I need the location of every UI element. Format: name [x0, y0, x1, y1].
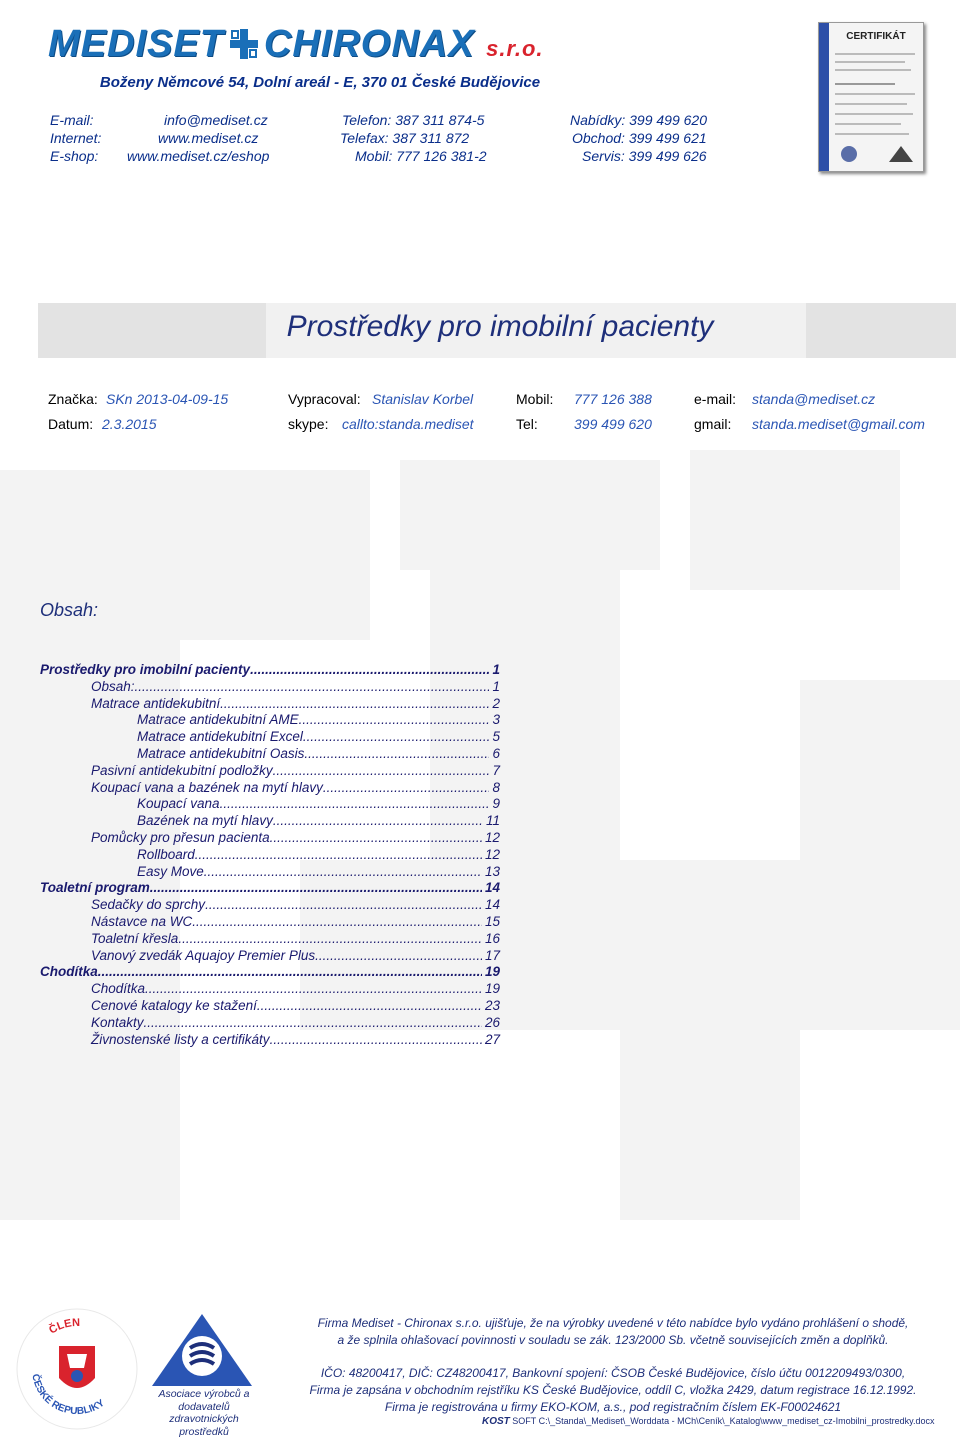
toc-leader-dots: [273, 763, 490, 780]
toc-entry-title: Bazének na mytí hlavy: [137, 813, 273, 829]
toc-entry-page: 14: [484, 897, 500, 913]
toc-entry[interactable]: [40, 729, 500, 746]
vypracoval-value: Stanislav Korbel: [372, 391, 474, 407]
toc-entry-page: 27: [484, 1031, 500, 1047]
eshop-label: E-shop:: [50, 148, 99, 164]
mobile-text: Mobil: 777 126 381-2: [355, 148, 487, 164]
toc-entry-page: 14: [484, 880, 500, 896]
toc-leader-dots: [150, 880, 482, 897]
toc-entry-page: 6: [492, 745, 500, 761]
toc-entry[interactable]: [40, 847, 500, 864]
email-link[interactable]: info@mediset.cz: [164, 112, 268, 128]
toc-entry-page: 8: [492, 779, 500, 795]
footer-eko-kom: Firma je registrována u firmy EKO-KOM, a.s., pod registračním číslem EK-F00024621: [384, 1400, 842, 1414]
toc-leader-dots: [303, 729, 490, 746]
toc-heading: Obsah:: [40, 600, 99, 620]
internet-label: Internet:: [50, 130, 102, 146]
znacka-value: SKn 2013-04-09-15: [106, 391, 229, 407]
toc-entry[interactable]: [40, 914, 500, 931]
gmail-label: gmail:: [694, 416, 732, 432]
toc-leader-dots: [192, 914, 482, 931]
toc-entry[interactable]: [40, 880, 500, 897]
association-logo-icon: [150, 1312, 254, 1388]
toc-leader-dots: [270, 1032, 482, 1049]
toc-entry-title: Sedačky do sprchy: [91, 897, 206, 913]
email-label: E-mail:: [50, 112, 94, 128]
toc-entry[interactable]: [40, 780, 500, 797]
datum-value: 2.3.2015: [102, 416, 157, 432]
datum-label: Datum:: [48, 416, 94, 432]
toc-leader-dots: [273, 813, 483, 830]
toc-leader-dots: [204, 864, 482, 881]
footer-company-ids: IČO: 48200417, DIČ: CZ48200417, Bankovní spojení: ČSOB České Budějovice, číslo účtu 0012209493/0300,: [320, 1366, 906, 1380]
toc-entry[interactable]: [40, 981, 500, 998]
table-of-contents: [40, 662, 500, 1048]
toc-entry-title: Pomůcky pro přesun pacienta: [91, 829, 270, 845]
toc-entry-page: 5: [492, 729, 500, 745]
toc-leader-dots: [220, 796, 490, 813]
toc-entry-title: Matrace antidekubitní AME: [137, 712, 299, 728]
logo-text-mediset: MEDISET: [48, 23, 224, 65]
toc-leader-dots: [323, 780, 490, 797]
logo-text-chironax: CHIRONAX: [263, 23, 475, 65]
toc-entry-page: 23: [484, 997, 500, 1013]
toc-entry[interactable]: [40, 679, 500, 696]
footer-declaration-2: a že splnila ohlašovací povinnosti v souladu se zák. 123/2000 Sb. včetně souvisejících změn a doplňků.: [337, 1333, 889, 1347]
toc-entry[interactable]: [40, 931, 500, 948]
footer-declaration-1: Firma Mediset - Chironax s.r.o. ujišťuje, že na výrobky uvedené v této nabídce bylo vydáno prohlášení o shodě,: [317, 1316, 909, 1330]
toc-entry-title: Nástavce na WC: [91, 913, 193, 929]
toc-entry-page: 19: [484, 981, 500, 997]
toc-entry[interactable]: [40, 796, 500, 813]
toc-entry-page: 1: [492, 678, 500, 694]
mobil-label: Mobil:: [516, 391, 554, 407]
phone-text: Telefon: 387 311 874-5: [342, 112, 485, 128]
toc-leader-dots: [195, 847, 482, 864]
fax-text: Telefax: 387 311 872: [340, 130, 470, 146]
toc-leader-dots: [178, 931, 482, 948]
toc-entry-title: Rollboard: [137, 846, 195, 862]
toc-leader-dots: [270, 830, 482, 847]
toc-entry-title: Chodítka: [91, 981, 146, 997]
toc-entry-title: Toaletní program: [40, 880, 150, 896]
footer-registry: Firma je zapsána v obchodním rejstříku KS České Budějovice, oddíl C, vložka 2429, datum registrace 16.12.1992.: [309, 1383, 917, 1397]
toc-entry[interactable]: [40, 746, 500, 763]
toc-entry-page: 12: [484, 846, 500, 862]
toc-entry-page: 16: [484, 930, 500, 946]
toc-entry[interactable]: [40, 662, 500, 679]
toc-entry-page: 9: [492, 796, 500, 812]
toc-entry-title: Pasivní antidekubitní podložky: [91, 762, 273, 778]
company-logo: [48, 22, 544, 71]
toc-entry[interactable]: [40, 763, 500, 780]
toc-entry[interactable]: [40, 712, 500, 729]
toc-entry-page: 12: [484, 829, 500, 845]
toc-entry[interactable]: [40, 1015, 500, 1032]
toc-entry-title: Toaletní křesla: [91, 930, 179, 946]
file-path: C:\_Standa\_Mediset\_Worddata - MCh\Ceník\_Katalog\www_mediset_cz-Imobilni_prostredky.docx: [538, 1416, 935, 1426]
page-title: Prostředky pro imobilní pacienty: [286, 310, 714, 343]
certificate-image: [818, 22, 924, 172]
toc-entry-title: Matrace antidekubitní: [91, 695, 221, 711]
service-phone: Servis: 399 499 626: [582, 148, 707, 164]
certificate-title: CERTIFIKÁT: [846, 31, 906, 42]
toc-entry-page: 13: [484, 863, 500, 879]
toc-entry-page: 26: [484, 1014, 500, 1030]
email-info-label: e-mail:: [694, 391, 737, 407]
svg-text:ČESKÉ REPUBLIKY: ČESKÉ REPUBLIKY: [29, 1373, 107, 1418]
toc-entry[interactable]: [40, 1032, 500, 1049]
toc-leader-dots: [299, 712, 490, 729]
logo-suffix: s.r.o.: [486, 36, 544, 61]
toc-entry-title: Prostředky pro imobilní pacienty: [40, 662, 251, 677]
toc-entry[interactable]: [40, 864, 500, 881]
mobil-value: 777 126 388: [574, 391, 652, 407]
toc-leader-dots: [205, 897, 482, 914]
tel-label: Tel:: [516, 416, 538, 432]
kost-soft: SOFT: [512, 1416, 537, 1426]
znacka-label: Značka:: [48, 391, 98, 407]
toc-entry[interactable]: [40, 948, 500, 965]
association-text: Asociace výrobců a dodavatelů zdravotnických prostředků: [158, 1388, 250, 1438]
svg-text:ČLEN: ČLEN: [47, 1316, 81, 1337]
sales-phone: Obchod: 399 499 621: [572, 130, 707, 146]
cross-icon: [230, 29, 258, 59]
website-link[interactable]: www.mediset.cz: [158, 130, 259, 146]
toc-entry-page: 2: [492, 695, 500, 711]
toc-leader-dots: [144, 1015, 482, 1032]
toc-leader-dots: [220, 696, 489, 713]
toc-entry[interactable]: [40, 964, 500, 981]
toc-entry[interactable]: [40, 897, 500, 914]
toc-entry-title: Obsah:: [91, 678, 135, 694]
chamber-emblem-icon: [14, 1306, 140, 1432]
toc-entry-title: Kontakty: [91, 1014, 144, 1030]
gmail-link[interactable]: standa.mediset@gmail.com: [752, 416, 925, 432]
certificate-seal-icons: [839, 143, 919, 165]
document-path: [482, 1416, 935, 1427]
toc-entry-title: Chodítka: [40, 964, 98, 980]
eshop-link[interactable]: www.mediset.cz/eshop: [127, 148, 270, 164]
toc-entry-title: Živnostenské listy a certifikáty: [91, 1031, 270, 1047]
toc-entry-title: Koupací vana a bazének na mytí hlavy: [91, 779, 323, 795]
email-info-link[interactable]: standa@mediset.cz: [752, 391, 876, 407]
skype-link[interactable]: callto:standa.mediset: [342, 416, 474, 432]
toc-entry-title: Matrace antidekubitní Excel: [137, 729, 303, 745]
toc-leader-dots: [304, 746, 489, 763]
toc-entry-page: 11: [485, 813, 500, 829]
toc-leader-dots: [98, 964, 482, 981]
toc-entry-page: 19: [484, 964, 500, 980]
toc-entry-title: Koupací vana: [137, 796, 220, 812]
toc-leader-dots: [135, 679, 490, 696]
toc-entry-page: 17: [484, 947, 500, 963]
toc-entry[interactable]: [40, 830, 500, 847]
toc-entry-title: Matrace antidekubitní Oasis: [137, 745, 305, 761]
toc-entry-title: Cenové katalogy ke stažení: [91, 997, 257, 1013]
toc-entry-title: Vanový zvedák Aquajoy Premier Plus: [91, 947, 316, 963]
toc-entry[interactable]: [40, 813, 500, 830]
tel-value: 399 499 620: [574, 416, 652, 432]
toc-entry-page: 3: [492, 712, 500, 728]
toc-leader-dots: [250, 662, 489, 679]
toc-entry-page: 15: [484, 913, 500, 929]
company-address: Boženy Němcové 54, Dolní areál - E, 370 01 České Budějovice: [99, 74, 541, 91]
kost-brand: KOST: [482, 1416, 510, 1427]
vypracoval-label: Vypracoval:: [288, 391, 361, 407]
toc-entry[interactable]: [40, 998, 500, 1015]
offers-phone: Nabídky: 399 499 620: [570, 112, 707, 128]
certificate-strip: [819, 23, 829, 171]
toc-leader-dots: [257, 998, 482, 1015]
toc-entry[interactable]: [40, 696, 500, 713]
toc-leader-dots: [315, 948, 482, 965]
toc-entry-title: Easy Move: [137, 863, 204, 879]
toc-entry-page: 7: [492, 762, 500, 778]
skype-label: skype:: [288, 416, 329, 432]
toc-entry-page: 1: [492, 662, 500, 677]
toc-leader-dots: [145, 981, 482, 998]
